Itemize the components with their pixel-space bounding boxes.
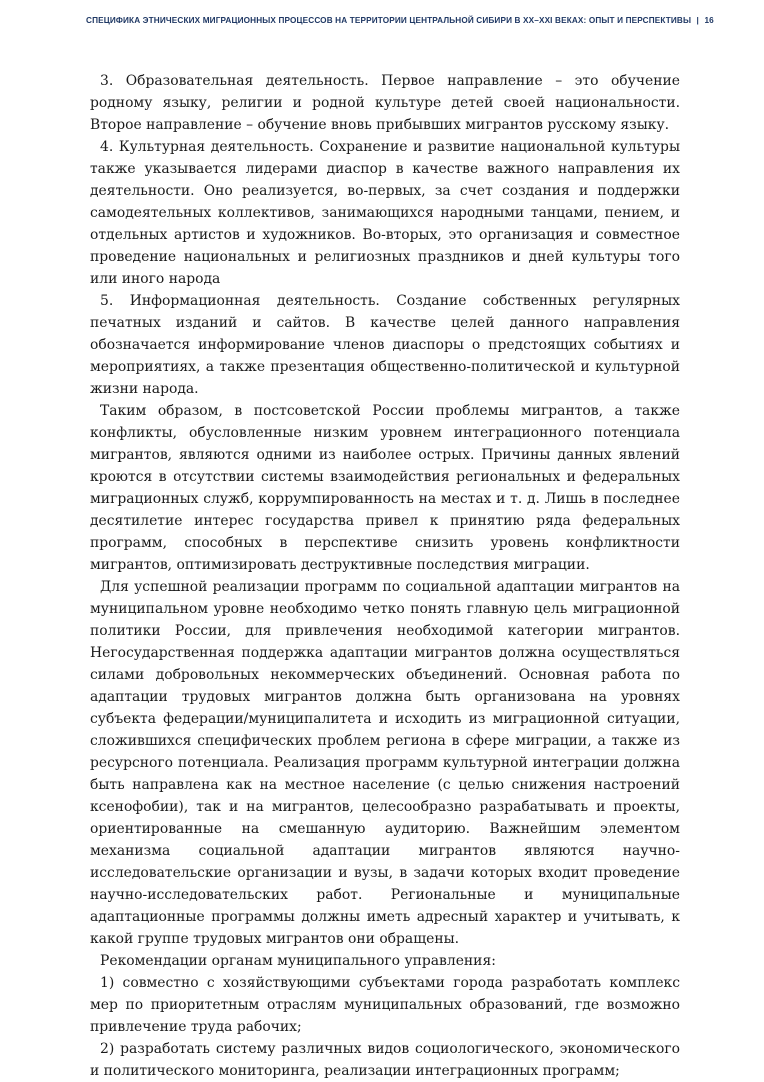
running-header	[86, 16, 714, 25]
page-number: 16	[704, 16, 714, 25]
paragraph-conclusion: Таким образом, в постсоветской России проблемы мигрантов, а также конфликты, обусловленные низким уровнем интеграционного потенциала мигрантов, являются одними из наиболее острых. Причины данных явлений кроются в отсутствии системы взаимодействия региональных и федеральных миграционных служб, коррумпированность на местах и т. д. Лишь в последнее десятилетие интерес государства привел к принятию ряда федеральных программ, способных в перспективе снизить уровень конфликтности мигрантов, оптимизировать деструктивные последствия миграции.	[90, 403, 680, 573]
paragraph-cultural-activity: 4. Культурная деятельность. Сохранение и развитие национальной культуры также указывается лидерами диаспор в качестве важного направления их деятельности. Оно реализуется, во-первых, за счет создания и поддержки самодеятельных коллективов, занимающихся народными танцами, пением, и отдельных артистов и художников. Во-вторых, это организация и совместное проведение национальных и религиозных праздников и дней культуры того или иного народа	[90, 139, 680, 287]
header-separator: |	[696, 16, 699, 25]
paragraph-educational-activity: 3. Образовательная деятельность. Первое направление – это обучение родному языку, религии и родной культуре детей своей национальности. Второе направление – обучение вновь прибывших мигрантов русскому языку.	[90, 73, 680, 133]
running-header-title: СПЕЦИФИКА ЭТНИЧЕСКИХ МИГРАЦИОННЫХ ПРОЦЕССОВ НА ТЕРРИТОРИИ ЦЕНТРАЛЬНОЙ СИБИРИ В XX–XXI ВЕКАХ: ОПЫТ И ПЕРСПЕКТИВЫ	[86, 16, 692, 25]
paragraph-recommendations-heading: Рекомендации органам муниципального управления:	[100, 953, 496, 969]
page-body	[90, 70, 680, 1082]
list-item-recommendation-2: 2) разработать систему различных видов социологического, экономического и политического мониторинга, реализации интеграционных программ;	[90, 1041, 680, 1079]
list-item-recommendation-1: 1) совместно с хозяйствующими субъектами города разработать комплекс мер по приоритетным отраслям муниципальных образований, где возможно привлечение труда рабочих;	[90, 975, 680, 1035]
paragraph-informational-activity: 5. Информационная деятельность. Создание собственных регулярных печатных изданий и сайтов. В качестве целей данного направления обозначается информирование членов диаспоры о предстоящих событиях и мероприятиях, а также презентация общественно-политической и культурной жизни народа.	[90, 293, 680, 397]
paragraph-adaptation-programs: Для успешной реализации программ по социальной адаптации мигрантов на муниципальном уровне необходимо четко понять главную цель миграционной политики России, для привлечения необходимой категории мигрантов. Негосударственная поддержка адаптации мигрантов должна осуществляться силами добровольных некоммерческих объединений. Основная работа по адаптации трудовых мигрантов должна быть организована на уровнях субъекта федерации/муниципалитета и исходить из миграционной ситуации, сложившихся специфических проблем региона в сфере миграции, а также из ресурсного потенциала. Реализация программ культурной интеграции должна быть направлена как на местное население (с целью снижения настроений ксенофобии), так и на мигрантов, целесообразно разрабатывать и проекты, ориентированные на смешанную аудиторию. Важнейшим элементом механизма социальной адаптации мигрантов являются научно-исследовательские организации и вузы, в задачи которых входит проведение научно-исследовательских работ. Региональные и муниципальные адаптационные программы должны иметь адресный характер и учитывать, к какой группе трудовых мигрантов они обращены.	[90, 579, 680, 947]
